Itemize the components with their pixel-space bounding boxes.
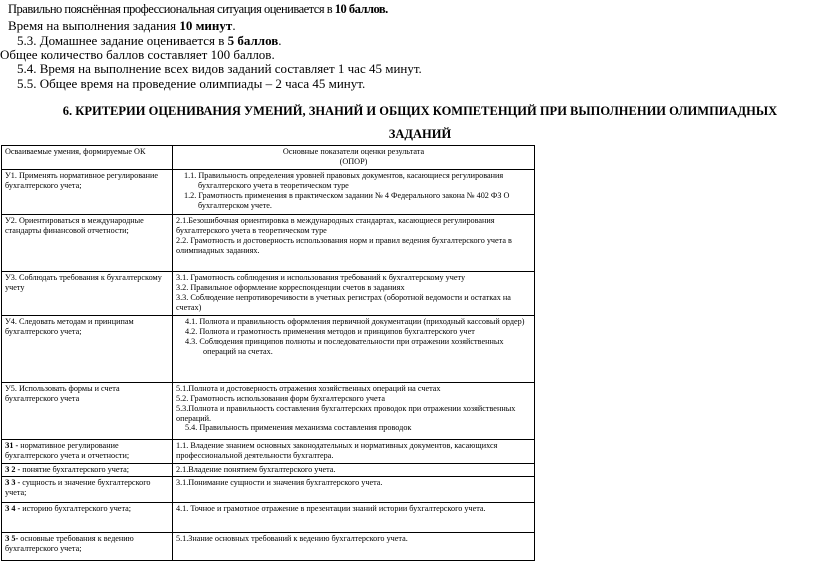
col-header-indicators: Основные показатели оценки результата (ОПОР) xyxy=(173,146,535,170)
indicator-cell: 4.1. Точное и грамотное отражение в презентации знаний истории бухгалтерского учета. xyxy=(173,503,535,533)
skill-cell: У5. Использовать формы и счета бухгалтерского учета xyxy=(2,383,173,440)
indicator-cell: 3.1. Грамотность соблюдения и использования требований к бухгалтерскому учету 3.2. Правильное оформление корреспонденции счетов в заданиях 3.3. Соблюдение непротиворечивости в учетных регистрах (оборотной ведомости и остатках на счетах) xyxy=(173,272,535,316)
skill-cell: У4. Следовать методам и принципам бухгалтерского учета; xyxy=(2,316,173,383)
indicator-cell: 3.1.Понимание сущности и значения бухгалтерского учета. xyxy=(173,477,535,503)
skill-cell: З 2 - понятие бухгалтерского учета; xyxy=(2,464,173,477)
intro-line-6: 5.5. Общее время на проведение олимпиады – 2 часа 45 минут. xyxy=(17,76,366,91)
skill-cell: З1 - нормативное регулирование бухгалтерского учета и отчетности; xyxy=(2,440,173,464)
table-row xyxy=(2,215,535,272)
indicator-cell: 2.1.Владение понятием бухгалтерского учета. xyxy=(173,464,535,477)
table-row xyxy=(2,440,535,464)
table-row xyxy=(2,464,535,477)
table-header-row xyxy=(2,146,535,170)
table-row xyxy=(2,533,535,561)
indicator-cell: 2.1.Безошибочная ориентировка в международных стандартах, касающиеся регулирования бухгалтерского учета в теоретическом туре 2.2. Грамотность и достоверность использования норм и правил ведения бухгалтерского учета в олимпиадных заданиях. xyxy=(173,215,535,272)
section-heading: 6. КРИТЕРИИ ОЦЕНИВАНИЯ УМЕНИЙ, ЗНАНИЙ И ОБЩИХ КОМПЕТЕНЦИЙ ПРИ ВЫПОЛНЕНИИ ОЛИМПИАДНЫХ ЗАДАНИЙ xyxy=(62,104,778,141)
intro-line-5: 5.4. Время на выполнение всех видов заданий составляет 1 час 45 минут. xyxy=(17,61,422,76)
indicator-cell: 1.1. Владение знанием основных законодательных и нормативных документов, касающихся профессиональной деятельности бухгалтера. xyxy=(173,440,535,464)
indicator-cell: 1.1. Правильность определения уровней правовых документов, касающиеся регулирования бухгалтерского учета в теоретическом туре 1.2. Грамотность применения в практическом задании № 4 Федерального закона № 402 ФЗ О бухгалтерском учете. xyxy=(173,170,535,215)
intro-line-4: Общее количество баллов составляет 100 баллов. xyxy=(0,47,275,62)
indicator-cell: 5.1.Знание основных требований к ведению бухгалтерского учета. xyxy=(173,533,535,561)
intro-line-2: Время на выполнения задания 10 минут. xyxy=(8,18,236,33)
col-header-skills: Осваиваемые умения, формируемые ОК xyxy=(2,146,173,170)
indicator-cell: 5.1.Полнота и достоверность отражения хозяйственных операций на счетах 5.2. Грамотность использования форм бухгалтерского учета 5.3.Полнота и правильность составления бухгалтерских проводок при отражении хозяйственных операций. 5.4. Правильность применения механизма составления проводок xyxy=(173,383,535,440)
table-row xyxy=(2,477,535,503)
table-row xyxy=(2,503,535,533)
table-row xyxy=(2,316,535,383)
skill-cell: У2. Ориентироваться в международные стандарты финансовой отчетности; xyxy=(2,215,173,272)
skill-cell: З 3 - сущность и значение бухгалтерского учета; xyxy=(2,477,173,503)
table-row xyxy=(2,170,535,215)
intro-line-1: Правильно пояснённая профессиональная ситуация оценивается в 10 баллов. xyxy=(8,2,388,16)
skill-cell: У1. Применять нормативное регулирование бухгалтерского учета; xyxy=(2,170,173,215)
table-row xyxy=(2,272,535,316)
skill-cell: З 4 - историю бухгалтерского учета; xyxy=(2,503,173,533)
table-row xyxy=(2,383,535,440)
indicator-cell: 4.1. Полнота и правильность оформления первичной документации (приходный кассовый ордер) 4.2. Полнота и грамотность применения методов и принципов бухгалтерского учет 4.3. Соблюдения принципов полноты и последовательности при отражении хозяйственных операций на счетах. xyxy=(173,316,535,383)
skill-cell: З 5- основные требования к ведению бухгалтерского учета; xyxy=(2,533,173,561)
skill-cell: У3. Соблюдать требования к бухгалтерскому учету xyxy=(2,272,173,316)
intro-line-3: 5.3. Домашнее задание оценивается в 5 баллов. xyxy=(17,33,282,48)
criteria-table xyxy=(1,145,535,561)
